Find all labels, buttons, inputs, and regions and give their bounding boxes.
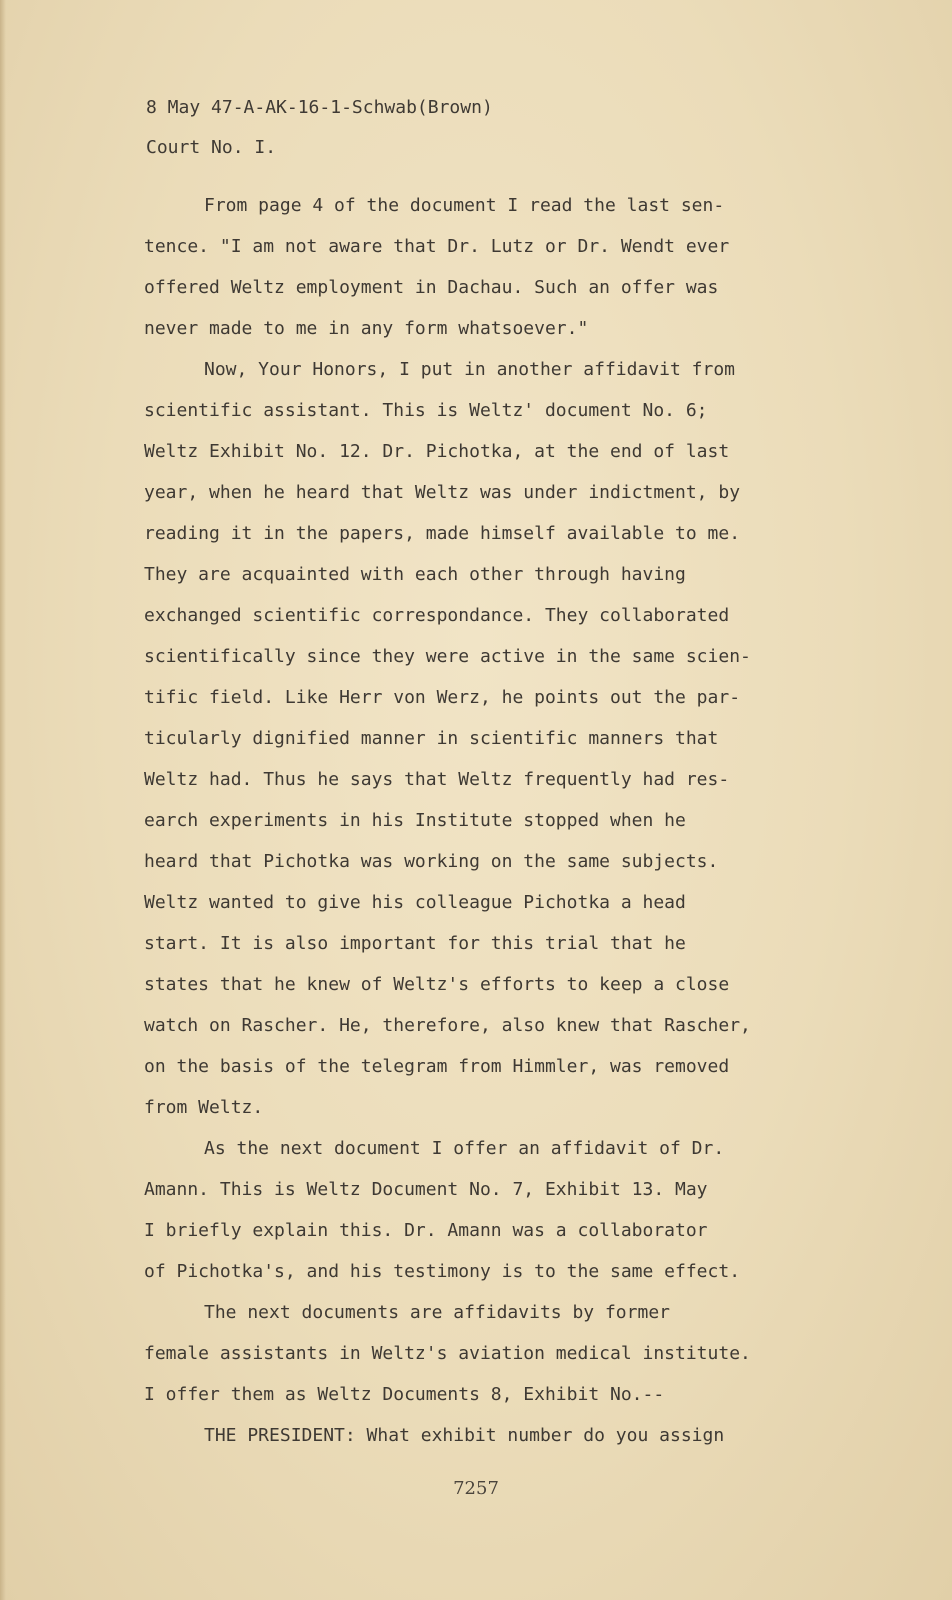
header-court-line: Court No. I. — [146, 137, 277, 158]
transcript-line: I offer them as Weltz Documents 8, Exhibit No.-- — [144, 1384, 665, 1405]
transcript-line: I briefly explain this. Dr. Amann was a collaborator — [144, 1220, 708, 1241]
transcript-line: ticularly dignified manner in scientific manners that — [144, 728, 719, 749]
transcript-line: THE PRESIDENT: What exhibit number do you assign — [204, 1425, 725, 1446]
transcript-line: offered Weltz employment in Dachau. Such an offer was — [144, 277, 719, 298]
page-number: 7257 — [453, 1478, 499, 1499]
transcript-line: Weltz Exhibit No. 12. Dr. Pichotka, at the end of last — [144, 441, 730, 462]
transcript-line: year, when he heard that Weltz was under indictment, by — [144, 482, 741, 503]
transcript-line: watch on Rascher. He, therefore, also knew that Rascher, — [144, 1015, 751, 1036]
transcript-line: reading it in the papers, made himself available to me. — [144, 523, 741, 544]
transcript-line: From page 4 of the document I read the last sen- — [204, 195, 725, 216]
transcript-line: Now, Your Honors, I put in another affidavit from — [204, 359, 736, 380]
transcript-line: of Pichotka's, and his testimony is to the same effect. — [144, 1261, 741, 1282]
transcript-line: never made to me in any form whatsoever." — [144, 318, 589, 339]
transcript-line: exchanged scientific correspondance. They collaborated — [144, 605, 730, 626]
transcript-line: As the next document I offer an affidavit of Dr. — [204, 1138, 725, 1159]
transcript-line: scientific assistant. This is Weltz' document No. 6; — [144, 400, 708, 421]
header-session-line: 8 May 47-A-AK-16-1-Schwab(Brown) — [146, 97, 493, 118]
transcript-line: states that he knew of Weltz's efforts to keep a close — [144, 974, 730, 995]
document-header — [146, 88, 493, 168]
paper-edge-shadow — [0, 0, 6, 1600]
transcript-line: start. It is also important for this trial that he — [144, 933, 686, 954]
transcript-line: tence. "I am not aware that Dr. Lutz or Dr. Wendt ever — [144, 236, 730, 257]
transcript-line: They are acquainted with each other through having — [144, 564, 686, 585]
transcript-line: on the basis of the telegram from Himmler, was removed — [144, 1056, 730, 1077]
transcript-line: from Weltz. — [144, 1097, 264, 1118]
transcript-line: The next documents are affidavits by former — [204, 1302, 670, 1323]
transcript-line: Amann. This is Weltz Document No. 7, Exhibit 13. May — [144, 1179, 708, 1200]
transcript-line: Weltz had. Thus he says that Weltz frequently had res- — [144, 769, 730, 790]
transcript-line: heard that Pichotka was working on the same subjects. — [144, 851, 719, 872]
transcript-line: earch experiments in his Institute stopped when he — [144, 810, 686, 831]
transcript-body — [144, 185, 834, 1456]
transcript-line: scientifically since they were active in the same scien- — [144, 646, 751, 667]
transcript-line: Weltz wanted to give his colleague Pichotka a head — [144, 892, 686, 913]
transcript-line: tific field. Like Herr von Werz, he points out the par- — [144, 687, 741, 708]
transcript-line: female assistants in Weltz's aviation medical institute. — [144, 1343, 751, 1364]
